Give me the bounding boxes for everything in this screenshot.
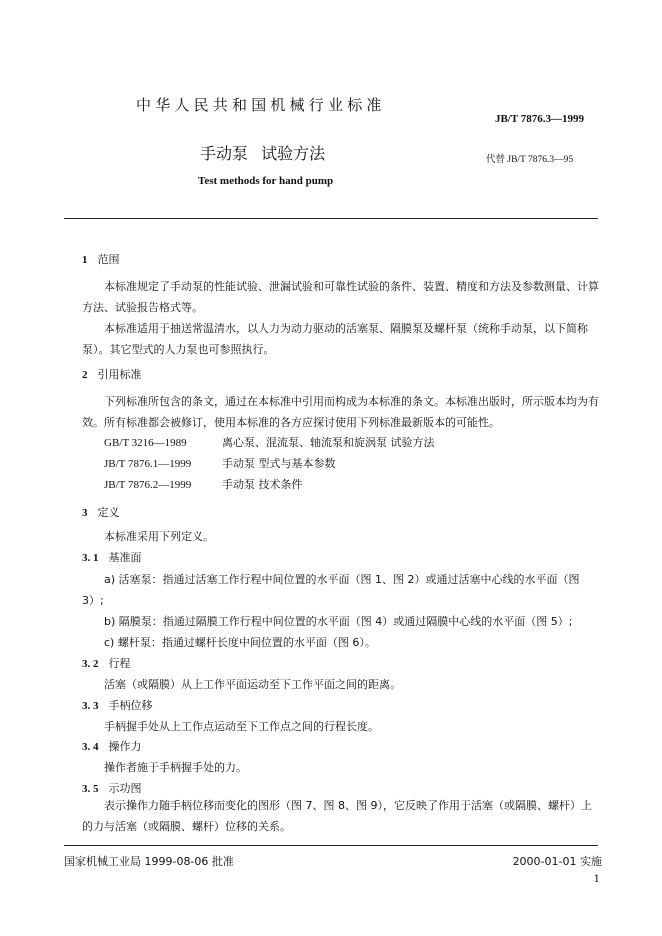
paragraph: 活塞（或隔膜）从上工作平面运动至下工作平面之间的距离。: [104, 678, 401, 691]
header-rule: [64, 218, 598, 219]
section-number: 3: [82, 507, 88, 519]
reference-title: 手动泵 型式与基本参数: [222, 457, 336, 470]
reference-item: [104, 455, 336, 471]
subsection-heading: [82, 655, 131, 671]
paragraph: 本标准采用下列定义。: [104, 530, 214, 543]
reference-item: [104, 434, 435, 450]
reference-item: [104, 476, 303, 492]
paragraph: 本标准适用于抽送常温清水，以人力为动力驱动的活塞泵、隔膜泵及螺杆泵（统称手动泵，以下简称泵）。其它型式的人力泵也可参照执行。: [82, 322, 588, 356]
paragraph: 表示操作力随手柄位移而变化的图形（图 7、图 8、图 9），它反映了作用于活塞（或隔膜、螺杆）上的力与活塞（或隔膜、螺杆）位移的关系。: [82, 799, 592, 833]
subsection-number: 3. 1: [82, 552, 99, 564]
list-item-continuation: 3）;: [82, 594, 104, 607]
document-title-cn: 手动泵 试验方法: [200, 144, 326, 163]
subsection-title: 示功图: [108, 782, 142, 795]
subsection-heading: [82, 780, 142, 796]
issuing-organization: 中华人民共和国机械行业标准: [136, 96, 386, 114]
section-title: 引用标准: [97, 368, 142, 381]
subsection-number: 3. 5: [82, 783, 99, 795]
section-number: 2: [82, 369, 88, 381]
reference-title: 离心泵、混流泵、轴流泵和旋涡泵 试验方法: [222, 436, 435, 449]
footer-rule: [64, 845, 598, 846]
paragraph: 本标准规定了手动泵的性能试验、泄漏试验和可靠性试验的条件、装置、精度和方法及参数测量、计算方法、试验报告格式等。: [82, 280, 599, 314]
list-item: a) 活塞泵：指通过活塞工作行程中间位置的水平面（图 1、图 2）或通过活塞中心线的水平面（图: [104, 573, 580, 586]
list-item: c) 螺杆泵：指通过螺杆长度中间位置的水平面（图 6）。: [104, 636, 376, 649]
subsection-title: 行程: [108, 657, 131, 670]
reference-code: JB/T 7876.1—1999: [104, 458, 192, 470]
section-1-heading: [82, 251, 120, 267]
section-title: 范围: [97, 253, 120, 266]
document-title-en: Test methods for hand pump: [198, 175, 334, 187]
approval-info: 国家机械工业局 1999-08-06 批准: [64, 855, 234, 868]
subsection-number: 3. 4: [82, 741, 99, 753]
page-number: 1: [593, 874, 600, 885]
subsection-heading: [82, 697, 153, 713]
reference-code: JB/T 7876.2—1999: [104, 479, 192, 491]
paragraph: 操作者施于手柄握手处的力。: [104, 761, 247, 774]
subsection-number: 3. 2: [82, 658, 99, 670]
section-2-heading: [82, 366, 142, 382]
section-title: 定义: [97, 506, 120, 519]
implementation-date: 2000-01-01 实施: [512, 855, 602, 868]
subsection-title: 基准面: [108, 551, 142, 564]
paragraph: 下列标准所包含的条文，通过在本标准中引用而构成为本标准的条文。本标准出版时，所示版本均为有效。所有标准都会被修订，使用本标准的各方应探讨使用下列标准最新版本的可能性。: [82, 395, 599, 429]
replaces-standard: 代替 JB/T 7876.3—95: [486, 155, 574, 165]
subsection-heading: [82, 549, 142, 565]
section-3-heading: [82, 504, 120, 520]
subsection-number: 3. 3: [82, 700, 99, 712]
reference-title: 手动泵 技术条件: [222, 478, 303, 491]
subsection-title: 操作力: [108, 740, 142, 753]
subsection-title: 手柄位移: [108, 699, 153, 712]
subsection-heading: [82, 738, 142, 754]
reference-code: GB/T 3216—1989: [104, 437, 187, 449]
paragraph: 手柄握手处从上工作点运动至下工作点之间的行程长度。: [104, 720, 379, 733]
section-number: 1: [82, 254, 88, 266]
list-item: b) 隔膜泵：指通过隔膜工作行程中间位置的水平面（图 4）或通过隔膜中心线的水平面（图 5）;: [104, 615, 573, 628]
standard-number: JB/T 7876.3—1999: [494, 113, 584, 125]
